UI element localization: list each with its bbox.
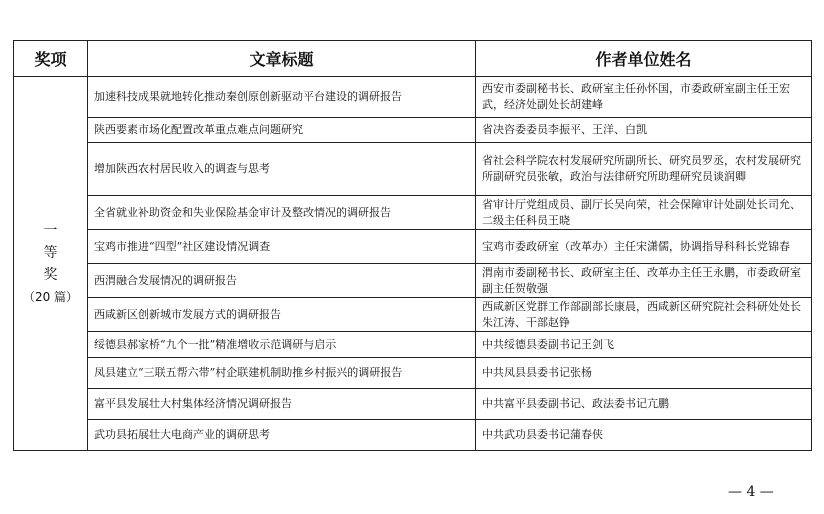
- table-row: [14, 420, 812, 451]
- award-table: [13, 40, 812, 451]
- award-level-cell: [14, 77, 88, 451]
- table-row: [14, 332, 812, 358]
- author-info: 宝鸡市委政研室（改革办）主任宋潇儒，协调指导科科长党锦春: [476, 230, 812, 264]
- author-info: 西安市委副秘书长、政研室主任孙怀国，市委政研室副主任王宏武，经济处副处长胡建峰: [476, 77, 812, 118]
- header-author: 作者单位姓名: [476, 41, 812, 77]
- article-title: 陕西要素市场化配置改革重点难点问题研究: [88, 118, 476, 143]
- article-title: 加速科技成果就地转化推动秦创原创新驱动平台建设的调研报告: [88, 77, 476, 118]
- article-title: 宝鸡市推进“四型”社区建设情况调查: [88, 230, 476, 264]
- author-info: 渭南市委副秘书长、政研室主任、改革办主任王永鹏，市委政研室副主任贺敬强: [476, 264, 812, 298]
- table-header-row: [14, 41, 812, 77]
- author-info: 中共凤县县委书记张杨: [476, 358, 812, 389]
- table-row: [14, 230, 812, 264]
- author-info: 中共武功县委书记蒲春侠: [476, 420, 812, 451]
- article-title: 绥德县郝家桥“九个一批”精准增收示范调研与启示: [88, 332, 476, 358]
- author-info: 省审计厅党组成员、副厅长吴向荣，社会保障审计处副处长司允、二级主任科员王晓: [476, 196, 812, 230]
- article-title: 富平县发展壮大村集体经济情况调研报告: [88, 389, 476, 420]
- table-row: [14, 196, 812, 230]
- article-title: 增加陕西农村居民收入的调查与思考: [88, 143, 476, 196]
- table-row: [14, 358, 812, 389]
- table-row: [14, 298, 812, 332]
- author-info: 中共绥德县委副书记王剑飞: [476, 332, 812, 358]
- award-rank-char: 一: [43, 222, 58, 239]
- award-rank-char: 等: [43, 244, 58, 261]
- author-info: 省决咨委委员李振平、王洋、白凯: [476, 118, 812, 143]
- table-row: [14, 264, 812, 298]
- author-info: 西咸新区党群工作部副部长康晨，西咸新区研究院社会科研处处长朱江涛、干部赵铮: [476, 298, 812, 332]
- award-rank: [20, 220, 81, 286]
- table-row: [14, 143, 812, 196]
- article-title: 全省就业补助资金和失业保险基金审计及整改情况的调研报告: [88, 196, 476, 230]
- award-count: （20 篇）: [22, 289, 79, 304]
- article-title: 武功县拓展壮大电商产业的调研思考: [88, 420, 476, 451]
- page-number: — 4 —: [728, 484, 774, 500]
- author-info: 中共富平县委副书记、政法委书记亢鹏: [476, 389, 812, 420]
- award-rank-char: 奖: [43, 266, 58, 283]
- article-title: 西咸新区创新城市发展方式的调研报告: [88, 298, 476, 332]
- table-row: [14, 389, 812, 420]
- header-title: 文章标题: [88, 41, 476, 77]
- header-award: 奖项: [14, 41, 88, 77]
- table-row: [14, 118, 812, 143]
- article-title: 凤县建立“三联五帮六带”村企联建机制助推乡村振兴的调研报告: [88, 358, 476, 389]
- table-row: [14, 77, 812, 118]
- author-info: 省社会科学院农村发展研究所副所长、研究员罗丞，农村发展研究所副研究员张敏，政治与法律研究所助理研究员谈润卿: [476, 143, 812, 196]
- article-title: 西渭融合发展情况的调研报告: [88, 264, 476, 298]
